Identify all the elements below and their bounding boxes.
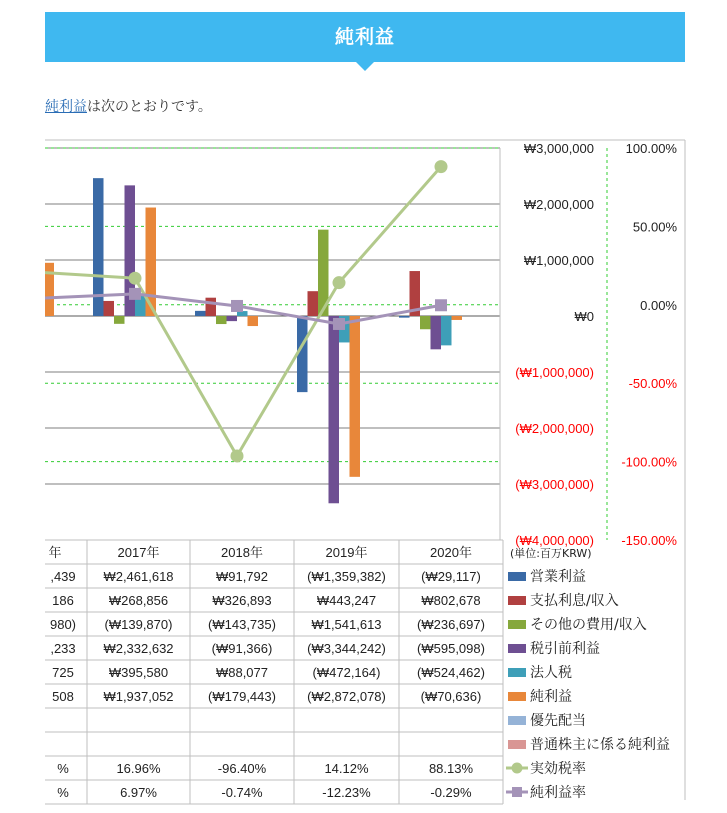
table-cell-3-2: (₩91,366)	[211, 641, 273, 656]
legend-swatch-6	[508, 716, 526, 725]
table-cell-1-2: ₩326,893	[212, 593, 272, 608]
left-tick-label-4: (₩1,000,000)	[515, 365, 594, 380]
bar-3-2	[227, 316, 238, 321]
table-cell-2-3: ₩1,541,613	[311, 617, 382, 632]
right-tick-label-2: 0.00%	[640, 297, 677, 313]
legend-swatch-5	[508, 692, 526, 701]
table-cell-9-0: %	[57, 785, 69, 800]
legend-marker-8	[512, 763, 523, 774]
bar-1-2	[206, 298, 217, 316]
legend-marker-9	[512, 787, 522, 797]
table-cell-1-1: ₩268,856	[108, 593, 169, 608]
right-tick-label-0: 100.00%	[625, 141, 677, 156]
table-cell-5-3: (₩2,872,078)	[307, 689, 386, 704]
point-0-3	[333, 276, 346, 289]
legend-label-5: 純利益	[530, 689, 572, 705]
table-cell-3-4: (₩595,098)	[417, 641, 485, 656]
table-cell-0-1: ₩2,461,618	[103, 569, 174, 584]
left-tick-label-3: ₩0	[574, 309, 594, 324]
table-cell-0-0: ,439	[50, 569, 76, 584]
table-cell-5-0: 508	[52, 689, 74, 704]
table-cell-9-4: -0.29%	[430, 785, 472, 800]
table-cell-1-0: 186	[52, 593, 74, 608]
point-0-1	[129, 272, 142, 285]
bar-2-1	[114, 316, 125, 324]
table-cell-0-3: (₩1,359,382)	[307, 569, 386, 584]
table-cell-8-2: -96.40%	[217, 761, 267, 776]
table-cell-1-3: ₩443,247	[316, 593, 377, 608]
table-cell-9-2: -0.74%	[221, 785, 263, 800]
bar-5-3	[350, 316, 361, 477]
table-cell-5-4: (₩70,636)	[420, 689, 482, 704]
table-cell-9-3: -12.23%	[322, 785, 371, 800]
bar-2-2	[216, 316, 227, 324]
legend-label-7: 普通株主に係る純利益	[530, 737, 670, 753]
point-0-4	[435, 160, 448, 173]
table-cell-4-0: 725	[52, 665, 74, 680]
table-cell-2-0: 980)	[49, 617, 77, 632]
table-header-3: 2019年	[325, 545, 368, 560]
table-cell-0-2: ₩91,792	[215, 569, 269, 584]
bar-1-3	[308, 291, 319, 316]
legend-label-4: 法人税	[530, 665, 572, 681]
legend-label-9: 純利益率	[530, 785, 586, 801]
table-cell-5-2: (₩179,443)	[208, 689, 276, 704]
right-tick-label-1: 50.00%	[632, 219, 677, 235]
bar-0-2	[195, 311, 206, 316]
bar-1-1	[104, 301, 115, 316]
legend-label-2: その他の費用/収入	[530, 617, 647, 633]
table-cell-3-3: (₩3,344,242)	[307, 641, 386, 656]
table-cell-8-0: %	[57, 761, 69, 776]
legend-swatch-0	[508, 572, 526, 581]
bar-5-0	[44, 263, 55, 316]
right-tick-label-4: -100.00%	[621, 454, 677, 470]
table-cell-4-1: ₩395,580	[108, 665, 169, 680]
table-cell-4-3: (₩472,164)	[312, 665, 381, 680]
bar-3-4	[431, 316, 442, 349]
point-0-2	[231, 449, 244, 462]
table-header-2: 2018年	[221, 545, 263, 560]
table-header-4: 2020年	[430, 545, 472, 560]
table-cell-4-4: (₩524,462)	[417, 665, 485, 680]
legend-label-6: 優先配当	[530, 713, 586, 729]
table-cell-4-2: ₩88,077	[215, 665, 269, 680]
table-cell-0-4: (₩29,117)	[421, 569, 481, 584]
point-1-1	[129, 288, 141, 300]
table-cell-9-1: 6.97%	[120, 785, 157, 800]
left-tick-label-7: (₩4,000,000)	[515, 533, 594, 548]
table-cell-1-4: ₩802,678	[421, 593, 481, 608]
point-1-4	[435, 299, 447, 311]
legend-label-0: 営業利益	[530, 569, 586, 585]
legend-swatch-1	[508, 596, 526, 605]
table-cell-3-0: ,233	[50, 641, 76, 656]
left-tick-label-1: ₩2,000,000	[523, 197, 594, 212]
bar-3-3	[329, 316, 340, 503]
left-tick-label-0: ₩3,000,000	[523, 141, 594, 156]
legend-swatch-2	[508, 620, 526, 629]
table-header-1: 2017年	[117, 545, 160, 560]
table-cell-2-1: (₩139,870)	[104, 617, 173, 632]
unit-label: (単位:百万KRW)	[510, 547, 592, 560]
table-cell-3-1: ₩2,332,632	[103, 641, 174, 656]
bar-4-4	[441, 316, 452, 345]
table-cell-2-2: (₩143,735)	[208, 617, 276, 632]
bar-2-4	[420, 316, 431, 329]
table-cell-8-4: 88.13%	[428, 761, 474, 776]
right-tick-label-5: -150.00%	[621, 533, 677, 548]
left-tick-label-2: ₩1,000,000	[523, 253, 594, 268]
table-cell-8-3: 14.12%	[324, 761, 369, 776]
left-tick-label-5: (₩2,000,000)	[515, 421, 594, 436]
legend-swatch-3	[508, 644, 526, 653]
intro-rest-text: は次のとおりです。	[87, 99, 212, 115]
legend-label-3: 税引前利益	[530, 641, 600, 657]
point-1-2	[231, 300, 243, 312]
right-tick-label-3: -50.00%	[628, 376, 677, 392]
legend-swatch-4	[508, 668, 526, 677]
plot-area	[33, 160, 462, 503]
table-cell-8-1: 16.96%	[116, 761, 161, 776]
bar-5-2	[248, 316, 259, 326]
legend-label-1: 支払利息/収入	[530, 593, 619, 609]
table-cell-2-4: (₩236,697)	[417, 617, 485, 632]
bar-5-4	[452, 316, 463, 320]
legend-swatch-7	[508, 740, 526, 749]
bar-0-4	[399, 316, 410, 318]
table-header-0: 年	[48, 545, 62, 560]
point-1-3	[333, 318, 345, 330]
table-cell-5-1: ₩1,937,052	[103, 689, 174, 704]
net-income-link[interactable]: 純利益	[45, 99, 87, 115]
legend-label-8: 実効税率	[530, 761, 586, 777]
left-tick-label-6: (₩3,000,000)	[515, 477, 594, 492]
section-title: 純利益	[334, 26, 395, 48]
